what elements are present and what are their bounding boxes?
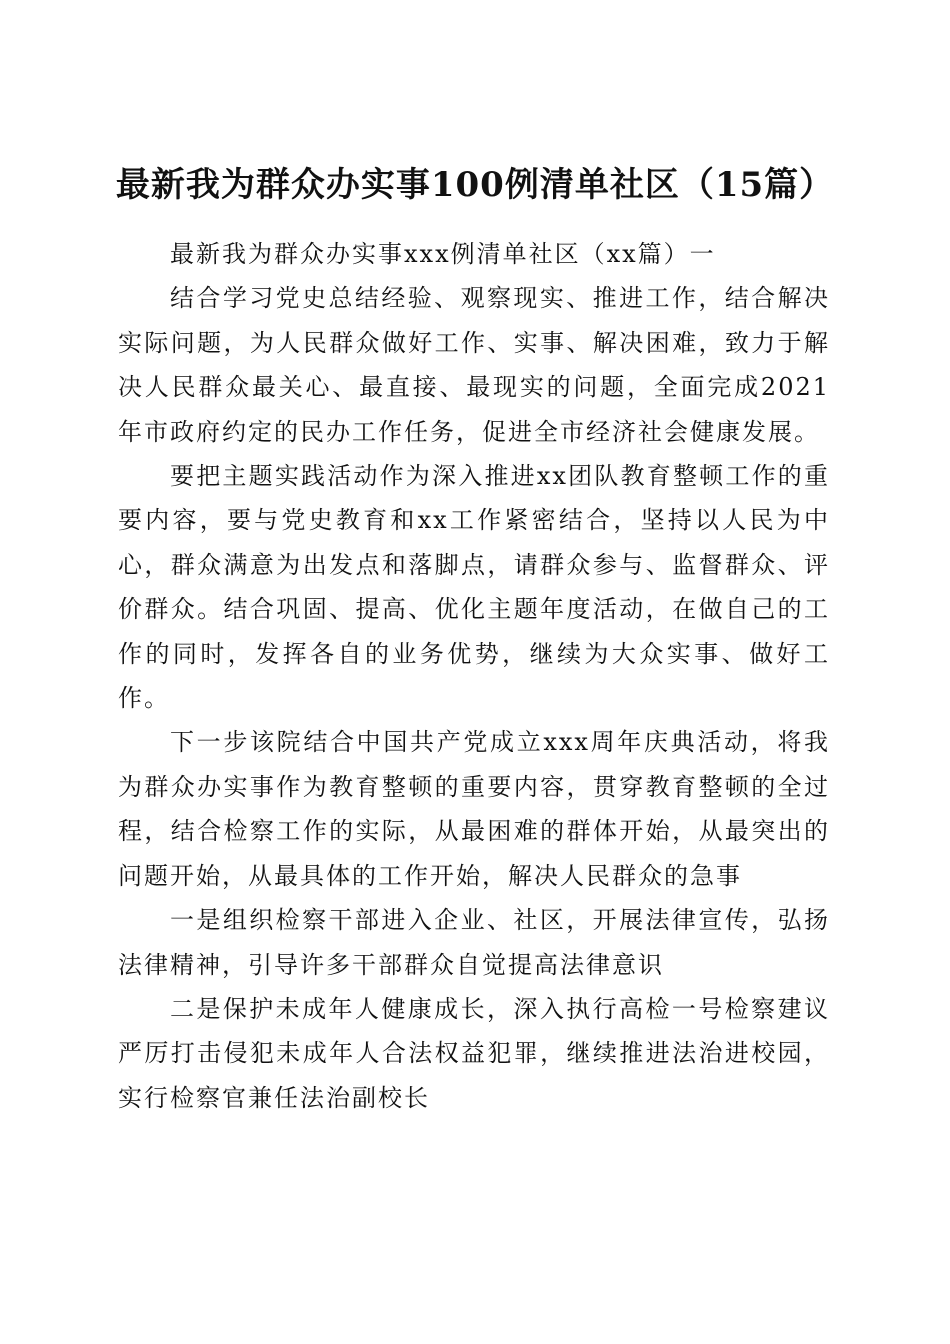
paragraph: 一是组织检察干部进入企业、社区，开展法律宣传，弘扬法律精神，引导许多干部群众自觉提高法律意识 xyxy=(118,906,830,979)
paragraph: 要把主题实践活动作为深入推进xx团队教育整顿工作的重要内容，要与党史教育和xx工作紧密结合，坚持以人民为中心，群众满意为出发点和落脚点，请群众参与、监督群众、评价群众。结合巩固、提高、优化主题年度活动，在做自己的工作的同时，发挥各自的业务优势，继续为大众实事、做好工作。 xyxy=(118,462,830,713)
paragraph-heading: 最新我为群众办实事xxx例清单社区（xx篇）一 xyxy=(170,240,716,268)
paragraph: 结合学习党史总结经验、观察现实、推进工作，结合解决实际问题，为人民群众做好工作、实事、解决困难，致力于解决人民群众最关心、最直接、最现实的问题，全面完成2021年市政府约定的民办工作任务，促进全市经济社会健康发展。 xyxy=(118,284,830,446)
document-body xyxy=(118,232,830,1120)
paragraph: 二是保护未成年人健康成长，深入执行高检一号检察建议严厉打击侵犯未成年人合法权益犯罪，继续推进法治进校园，实行检察官兼任法治副校长 xyxy=(118,994,830,1112)
document-title: 最新我为群众办实事100例清单社区（15篇） xyxy=(115,164,835,205)
paragraph: 下一步该院结合中国共产党成立xxx周年庆典活动，将我为群众办实事作为教育整顿的重要内容，贯穿教育整顿的全过程，结合检察工作的实际，从最困难的群体开始，从最突出的问题开始，从最具体的工作开始，解决人民群众的急事 xyxy=(118,728,830,890)
